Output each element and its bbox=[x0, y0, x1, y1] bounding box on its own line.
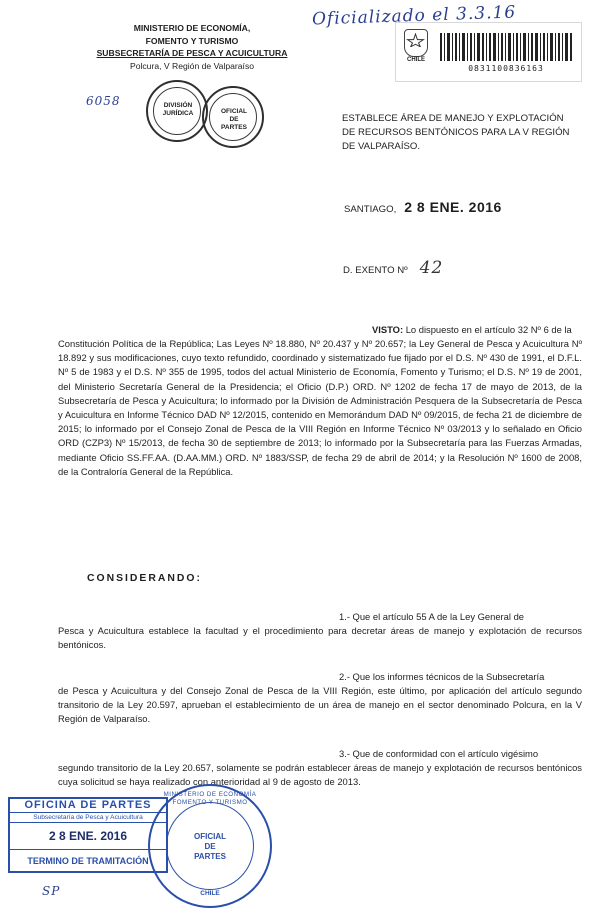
ministry-line2: FOMENTO Y TURISMO bbox=[145, 35, 239, 46]
division-juridica-text: DIVISIÓN JURÍDICA bbox=[162, 102, 194, 117]
chile-emblem bbox=[404, 29, 428, 57]
oficina-de-partes-title: OFICINA DE PARTES bbox=[10, 799, 166, 813]
ministry-round-stamp bbox=[148, 784, 272, 908]
oficial-de-partes-text: OFICIAL DE PARTES bbox=[221, 108, 247, 131]
ministry-header bbox=[92, 22, 292, 72]
decree-title bbox=[342, 112, 592, 154]
considerando-item-1-rest: Pesca y Acuicultura establece la facultad y el procedimiento para decretar áreas de manejo y explotación de recursos bentónicos. bbox=[58, 625, 582, 650]
barcode-box bbox=[395, 22, 582, 82]
visto-line1: Lo dispuesto en el artículo 32 Nº 6 de la bbox=[405, 324, 572, 335]
title-line1: ESTABLECE ÁREA DE MANEJO Y EXPLOTACIÓN bbox=[342, 113, 564, 124]
visto-first-line bbox=[372, 323, 582, 337]
decree-label: D. EXENTO Nº bbox=[343, 265, 408, 276]
handwritten-initials: SP bbox=[42, 884, 61, 898]
oficina-de-partes-sub: Subsecretaría de Pesca y Acuicultura bbox=[10, 813, 166, 823]
decree-number-line bbox=[343, 258, 443, 278]
round-stamp-center: OFICIAL DE PARTES bbox=[194, 832, 226, 861]
place-date bbox=[344, 199, 502, 217]
subsecretaria-line: SUBSECRETARÍA DE PESCA Y ACUICULTURA bbox=[96, 48, 288, 58]
considerando-item-1-first: 1.- Que el artículo 55 A de la Ley General de bbox=[339, 611, 525, 622]
barcode-number: 0831100836163 bbox=[468, 64, 544, 73]
date-stamp: 2 8 ENE. 2016 bbox=[404, 199, 502, 215]
city-label: SANTIAGO, bbox=[344, 204, 397, 215]
termino-tramitacion: TERMINO DE TRAMITACIÓN bbox=[27, 856, 149, 866]
title-line3: DE VALPARAÍSO. bbox=[342, 141, 421, 152]
barcode-bars bbox=[440, 33, 572, 61]
considerando-item-2-first: 2.- Que los informes técnicos de la Subsecretaría bbox=[339, 671, 545, 682]
visto-label: VISTO: bbox=[372, 324, 404, 335]
handwritten-file-number: 6058 bbox=[86, 94, 121, 108]
considerando-item-3-first: 3.- Que de conformidad con el artículo vigésimo bbox=[339, 748, 539, 759]
chile-emblem-label: CHILE bbox=[407, 57, 425, 63]
considerando-heading: CONSIDERANDO: bbox=[87, 573, 202, 584]
handwritten-note: Oficializado el 3.3.16 bbox=[311, 2, 517, 30]
oficina-de-partes-stamp bbox=[8, 797, 168, 873]
location-line: Polcura, V Región de Valparaíso bbox=[129, 60, 255, 71]
received-date: 2 8 ENE. 2016 bbox=[10, 823, 166, 850]
visto-body: Constitución Política de la República; Las Leyes Nº 18.880, Nº 20.437 y Nº 20.657; la Ley General de Pesca y Acuicultura Nº 18.892 y sus modificaciones, cuyo texto refundido, coordinado y sistematizado fue fijado por el D.S. Nº 430 de 1991, el D.F.L. Nº 5 de 1983 y el D.S. Nº 355 de 1995, todos del actual Ministerio de Economía, Fomento y Turismo; el D.S. Nº 19 de 2001, del Ministerio Secretaría General de la Presidencia; el Oficio (D.P.) ORD. Nº 1202 de fecha 17 de mayo de 2013, de la Subsecretaría de Pesca y Acuicultura; lo informado por la División de Administración Pesquera de la Subsecretaría de Pesca y Acuicultura en Informe Técnico DAD Nº 12/2015, contenido en Memorándum DAD Nº 09/2015, de fecha 21 de diciembre de 2015; lo informado por el Consejo Zonal de Pesca de la VIII Región en Informe Técnico Nº 03/2013 y lo señalado en Oficio ORD (CZP3) Nº 15/2013, de fecha 30 de septiembre de 2013; lo informado por la Subsecretaría para las Fuerzas Armadas, mediante Oficio SS.FF.AA. (D.AA.MM.) ORD. Nº 1883/SSP, de fecha 29 de abril de 2014; y la Resolución Nº 1600 de 2008, de la Contraloría General de la República. bbox=[58, 338, 582, 477]
title-line2: DE RECURSOS BENTÓNICOS PARA LA V REGIÓN bbox=[342, 127, 570, 138]
considerando-item-3-rest: segundo transitorio de la Ley 20.657, solamente se podrán establecer áreas de manejo y explotación de recursos bentónicos cuya solicitud se haya realizado con anterioridad al 9 de agosto de 2013. bbox=[58, 762, 582, 787]
round-stamp-text: MINISTERIO DE ECONOMÍA FOMENTO Y TURISMO bbox=[163, 791, 257, 806]
oficial-de-partes-stamp bbox=[202, 86, 264, 148]
division-juridica-stamp bbox=[146, 80, 208, 142]
considerando-item-2-rest: de Pesca y Acuicultura y del Consejo Zonal de Pesca de la VIII Región, este último, por aplicación del artículo segundo transitorio de la Ley 20.597, aprueban el establecimiento de un área de manejo en el sector denominado Polcura, en la V Región de Valparaíso. bbox=[58, 685, 582, 724]
ministry-line1: MINISTERIO DE ECONOMÍA, bbox=[133, 23, 251, 33]
round-stamp-chile: CHILE bbox=[200, 890, 220, 897]
decree-number: 42 bbox=[419, 258, 444, 278]
